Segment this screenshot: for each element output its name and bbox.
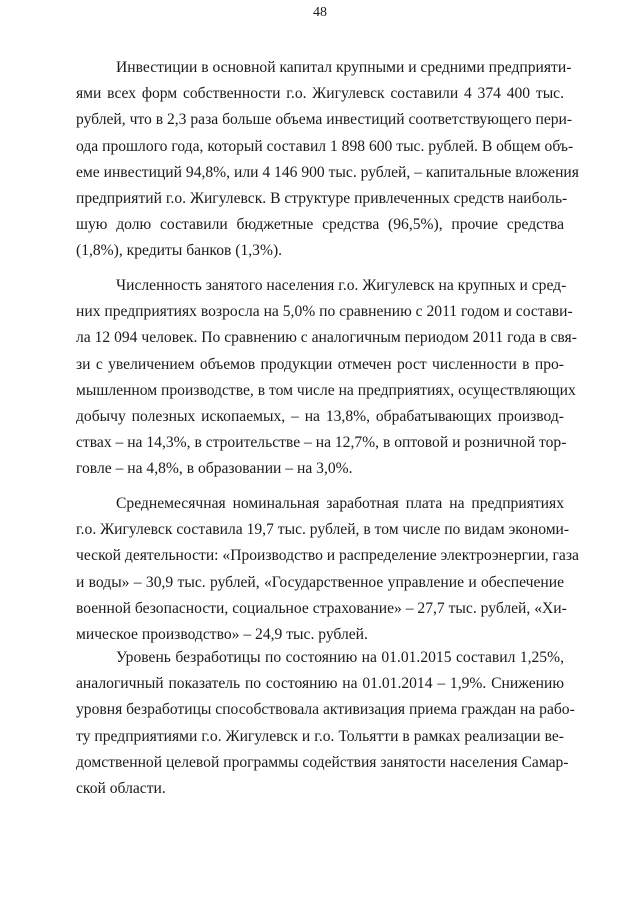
- text-line: рублей, что в 2,3 раза больше объема инвестиций соответствующего пери-: [76, 111, 573, 129]
- text-line: ствах – на 14,3%, в строительстве – на 12,7%, в оптовой и розничной тор-: [76, 434, 567, 452]
- text-line: ской области.: [76, 779, 166, 797]
- text-line: домственной целевой программы содействия занятости населения Самар-: [76, 753, 569, 771]
- paragraph-employment: [76, 273, 577, 483]
- text-line: ту предприятиями г.о. Жигулевск и г.о. Тольятти в рамках реализации ве-: [76, 727, 564, 745]
- page-number: 48: [313, 5, 327, 20]
- text-line: ла 12 094 человек. По сравнению с аналогичным периодом 2011 года в свя-: [76, 329, 577, 347]
- text-line: и воды» – 30,9 тыс. рублей, «Государственное управление и обеспечение: [76, 573, 564, 591]
- text-line: говле – на 4,8%, в образовании – на 3,0%.: [76, 460, 353, 478]
- text-line: ода прошлого года, который составил 1 898 600 тыс. рублей. В общем объ-: [76, 137, 574, 155]
- text-line: Инвестиции в основной капитал крупными и средними предприяти-: [116, 59, 572, 76]
- text-line: зи с увеличением объемов продукции отмечен рост численности в про-: [76, 355, 564, 373]
- text-line: Уровень безработицы по состоянию на 01.01.2015 составил 1,25%,: [116, 649, 564, 666]
- text-line: еме инвестиций 94,8%, или 4 146 900 тыс. рублей, – капитальные вложения: [76, 163, 579, 181]
- text-line: них предприятиях возросла на 5,0% по сравнению с 2011 годом и состави-: [76, 303, 573, 321]
- text-line: (1,8%), кредиты банков (1,3%).: [76, 242, 283, 260]
- paragraph-investments: [76, 55, 579, 265]
- text-line: Среднемесячная номинальная заработная плата на предприятиях: [116, 495, 564, 512]
- text-line: уровня безработицы способствовала активизация приема граждан на рабо-: [76, 701, 575, 719]
- text-line: Численность занятого населения г.о. Жигулевск на крупных и сред-: [116, 277, 567, 294]
- text-line: аналогичный показатель по состоянию на 01.01.2014 – 1,9%. Снижению: [76, 675, 564, 693]
- text-line: военной безопасности, социальное страхование» – 27,7 тыс. рублей, «Хи-: [76, 599, 567, 617]
- text-line: ями всех форм собственности г.о. Жигулевск составили 4 374 400 тыс.: [76, 85, 564, 103]
- paragraph-unemployment: [76, 645, 575, 802]
- text-line: г.о. Жигулевск составила 19,7 тыс. рублей, в том числе по видам экономи-: [76, 521, 570, 539]
- text-line: мическое производство» – 24,9 тыс. рублей.: [76, 625, 368, 643]
- text-line: предприятий г.о. Жигулевск. В структуре привлеченных средств наиболь-: [76, 189, 568, 207]
- text-line: шую долю составили бюджетные средства (96,5%), прочие средства: [76, 216, 564, 234]
- paragraph-wages: [76, 491, 579, 648]
- text-line: ческой деятельности: «Производство и распределение электроэнергии, газа: [76, 547, 579, 565]
- text-line: мышленном производстве, в том числе на предприятиях, осуществляющих: [76, 381, 576, 399]
- text-line: добычу полезных ископаемых, – на 13,8%, обрабатывающих производ-: [76, 407, 564, 425]
